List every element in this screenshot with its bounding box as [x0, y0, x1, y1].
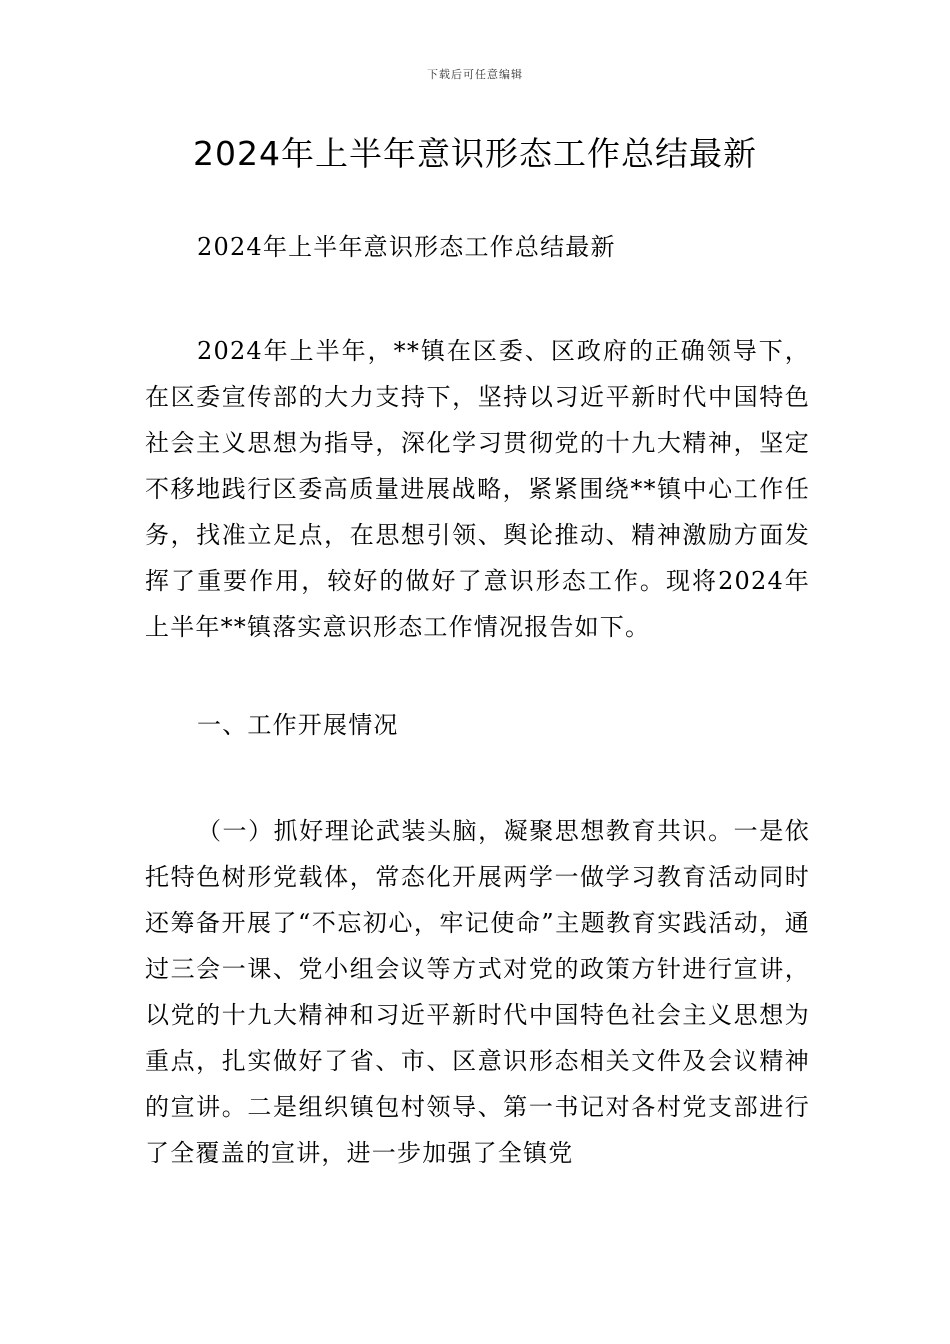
- section-heading: 一、工作开展情况: [197, 711, 399, 739]
- document-title: 2024年上半年意识形态工作总结最新: [193, 134, 757, 173]
- paragraph-intro: 2024年上半年，**镇在区委、区政府的正确领导下，在区委宣传部的大力支持下，坚持以习近平新时代中国特色社会主义思想为指导，深化学习贯彻党的十九大精神，坚定不移地践行区委高质量进展战略，紧紧围绕**镇中心工作任务，找准立足点，在思想引领、舆论推动、精神激励方面发挥了重要作用，较好的做好了意识形态工作。现将2024年上半年**镇落实意识形态工作情况报告如下。: [145, 337, 810, 641]
- header-note: 下载后可任意编辑: [427, 68, 523, 81]
- document-subtitle: 2024年上半年意识形态工作总结最新: [197, 233, 616, 261]
- paragraph-section-1: （一）抓好理论武装头脑，凝聚思想教育共识。一是依托特色树形党载体，常态化开展两学一做学习教育活动同时还筹备开展了“不忘初心，牢记使命”主题教育实践活动，通过三会一课、党小组会议等方式对党的政策方针进行宣讲，以党的十九大精神和习近平新时代中国特色社会主义思想为重点，扎实做好了省、市、区意识形态相关文件及会议精神的宣讲。二是组织镇包村领导、第一书记对各村党支部进行了全覆盖的宣讲，进一步加强了全镇党: [145, 817, 810, 1167]
